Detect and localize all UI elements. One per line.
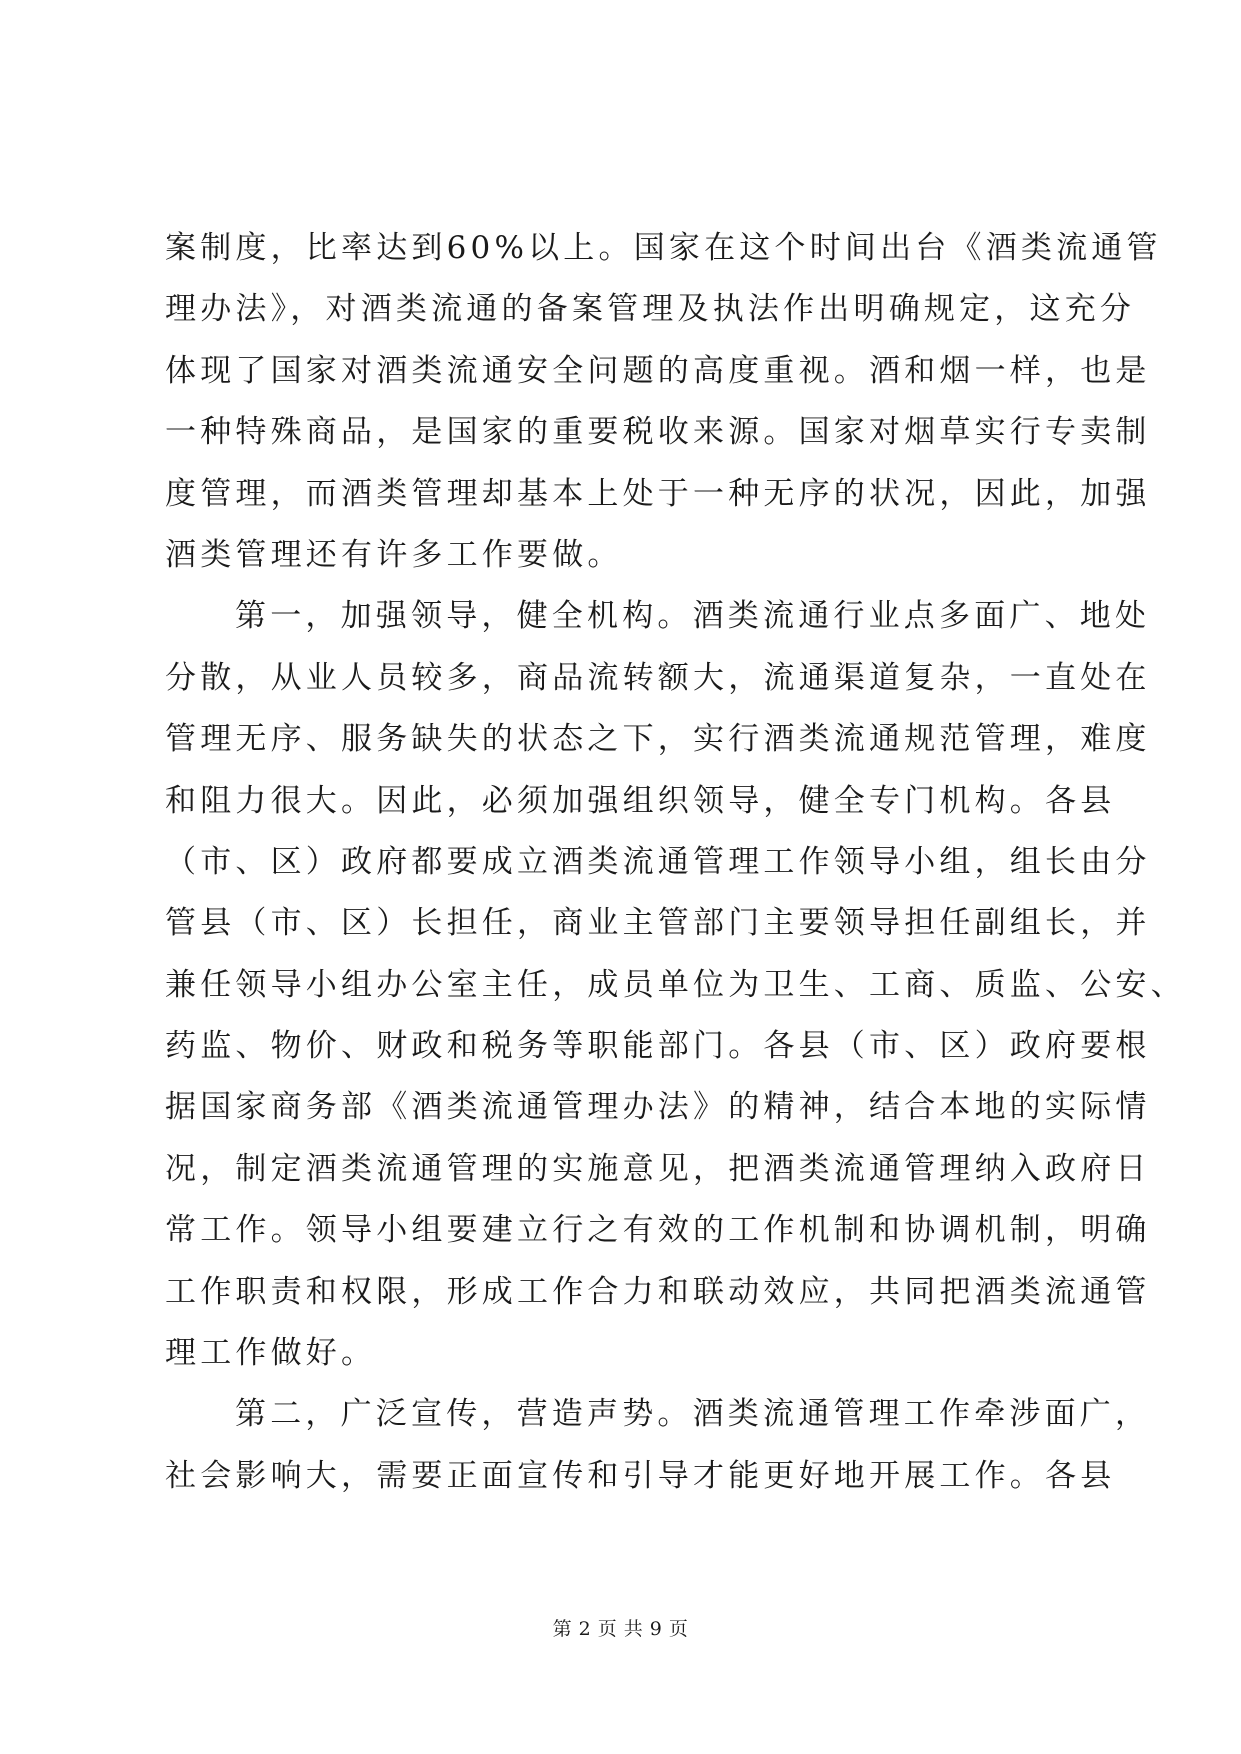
text-line: 据国家商务部《酒类流通管理办法》的精神，结合本地的实际情 (165, 1089, 1151, 1126)
text-line: 况，制定酒类流通管理的实施意见，把酒类流通管理纳入政府日 (165, 1150, 1151, 1187)
text-line: 体现了国家对酒类流通安全问题的高度重视。酒和烟一样，也是 (165, 352, 1151, 389)
text-line: 度管理，而酒类管理却基本上处于一种无序的状况，因此，加强 (165, 475, 1151, 512)
text-line: （市、区）政府都要成立酒类流通管理工作领导小组，组长由分 (165, 843, 1151, 880)
paragraph-p2 (165, 586, 1186, 1384)
text-line: 案制度，比率达到60%以上。国家在这个时间出台《酒类流通管 (165, 230, 1162, 266)
text-line: 理办法》，对酒类流通的备案管理及执法作出明确规定，这充分 (165, 291, 1136, 328)
text-line: 管理无序、服务缺失的状态之下，实行酒类流通规范管理，难度 (165, 721, 1151, 758)
text-line: 兼任领导小组办公室主任，成员单位为卫生、工商、质监、公安、 (165, 966, 1186, 1003)
paragraph-p1 (165, 218, 1162, 586)
text-line: 第一，加强领导，健全机构。酒类流通行业点多面广、地处 (235, 598, 1151, 635)
text-line: 药监、物价、财政和税务等职能部门。各县（市、区）政府要根 (165, 1028, 1151, 1065)
document-body (165, 218, 1186, 1507)
page-footer: 第 2 页 共 9 页 (552, 1618, 689, 1640)
text-line: 社会影响大，需要正面宣传和引导才能更好地开展工作。各县 (165, 1457, 1116, 1494)
text-line: 理工作做好。 (165, 1335, 377, 1372)
text-line: 和阻力很大。因此，必须加强组织领导，健全专门机构。各县 (165, 782, 1116, 819)
text-line: 管县（市、区）长担任，商业主管部门主要领导担任副组长，并 (165, 905, 1151, 942)
text-line: 分散，从业人员较多，商品流转额大，流通渠道复杂，一直处在 (165, 659, 1151, 696)
text-line: 常工作。领导小组要建立行之有效的工作机制和协调机制，明确 (165, 1212, 1151, 1249)
text-line: 酒类管理还有许多工作要做。 (165, 536, 623, 573)
paragraph-p3 (165, 1384, 1151, 1507)
text-line: 工作职责和权限，形成工作合力和联动效应，共同把酒类流通管 (165, 1273, 1151, 1310)
text-line: 第二，广泛宣传，营造声势。酒类流通管理工作牵涉面广， (235, 1396, 1151, 1433)
text-line: 一种特殊商品，是国家的重要税收来源。国家对烟草实行专卖制 (165, 414, 1151, 451)
